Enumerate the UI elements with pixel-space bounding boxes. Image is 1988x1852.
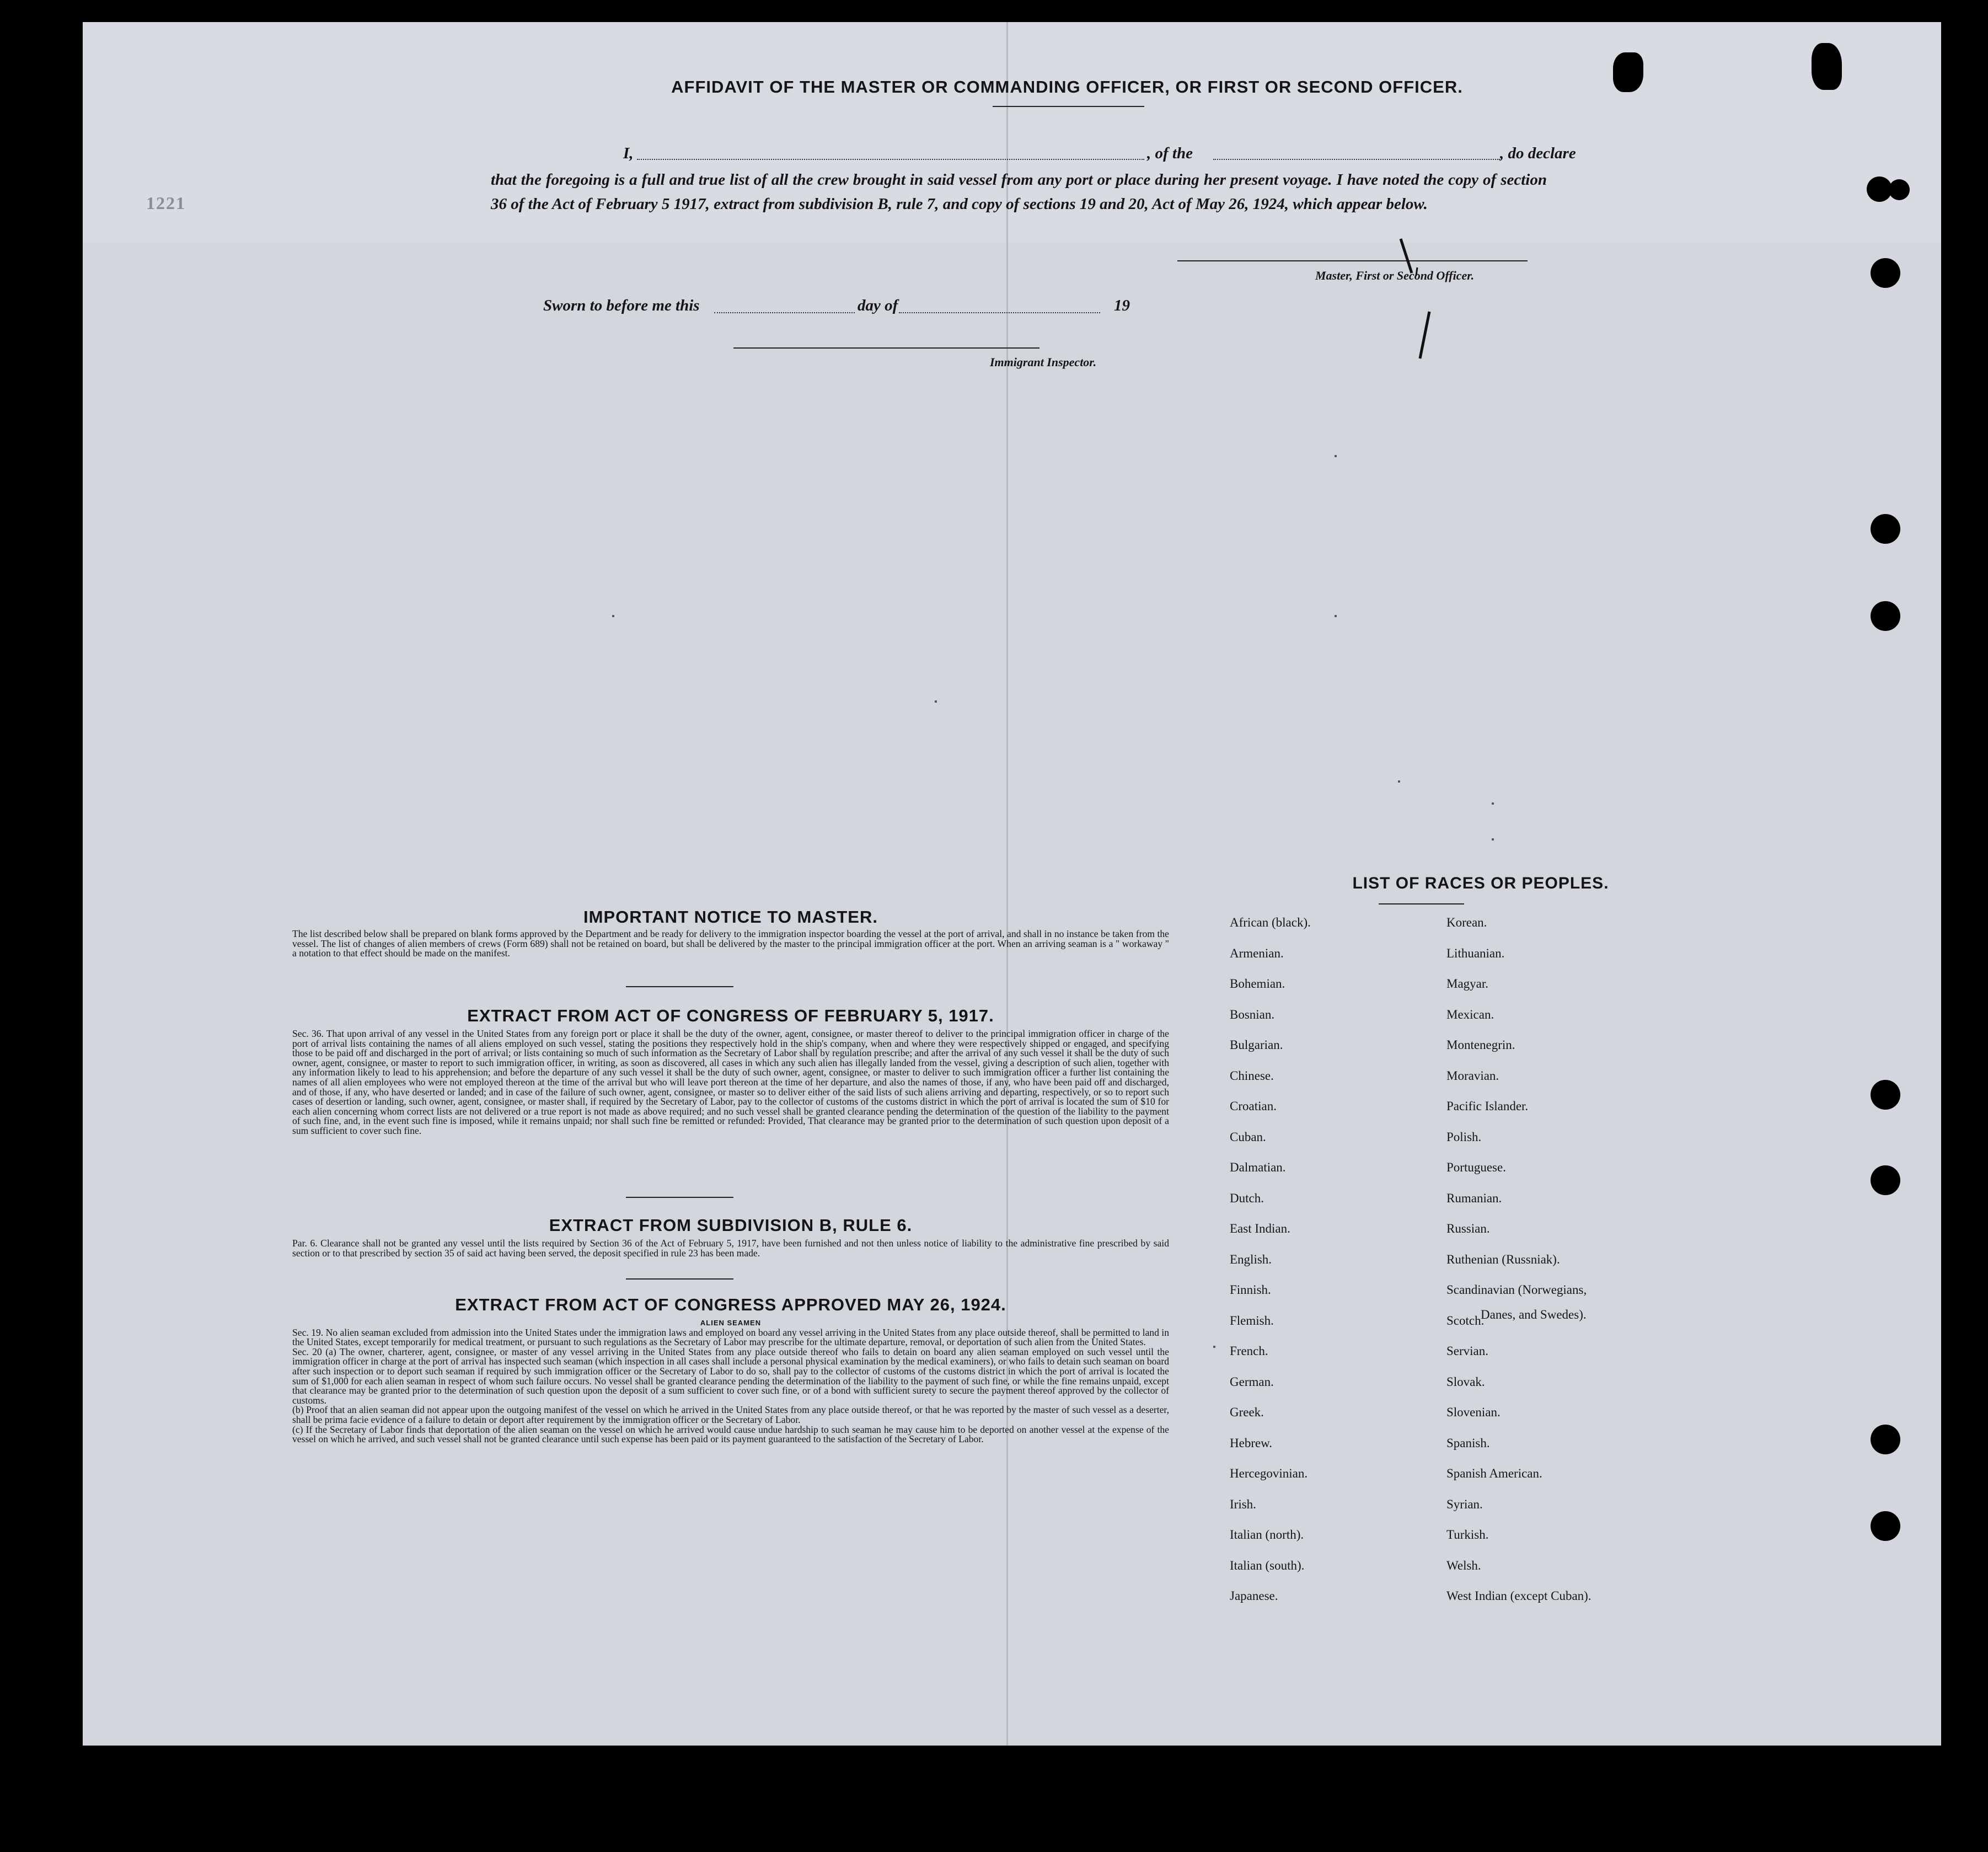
affidavit-do-declare: , do declare — [1500, 144, 1576, 162]
year-prefix: 19 — [1114, 297, 1130, 314]
race-item: Greek. — [1230, 1405, 1264, 1419]
notice-divider — [626, 986, 733, 987]
speck — [1213, 1346, 1215, 1348]
center-fold — [1006, 22, 1008, 1746]
extract-1924-body — [292, 1318, 1169, 1444]
document-page — [83, 22, 1941, 1746]
race-item: Irish. — [1230, 1497, 1256, 1511]
race-item: Pacific Islander. — [1446, 1099, 1529, 1113]
affidavit-title: AFFIDAVIT OF THE MASTER OR COMMANDING OFFICER, OR FIRST OR SECOND OFFICER. — [671, 77, 1463, 97]
race-item: Flemish. — [1230, 1313, 1274, 1328]
extract-1917-divider — [626, 1197, 733, 1198]
notice-title: IMPORTANT NOTICE TO MASTER. — [583, 907, 878, 927]
race-item: Japanese. — [1230, 1589, 1278, 1603]
race-item: Bulgarian. — [1230, 1038, 1283, 1052]
master-signature-line — [1177, 260, 1528, 261]
sworn-label: Sworn to before me this — [543, 297, 700, 314]
race-item: Syrian. — [1446, 1497, 1483, 1511]
speck — [1398, 780, 1400, 783]
race-item: Portuguese. — [1446, 1160, 1506, 1174]
notice-text: The list described below shall be prepared on blank forms approved by the Department and be ready for delivery to the immigration inspector boarding the vessel at the port of arrival, and shall in no instance be taken from the vessel. The list of changes of alien members of crews (Form 689) shall not be retained on board, but shall be delivered by the master to the principal immigration officer at the port. When an arriving seaman is a " workaway " a notation to that effect should be made on the manifest. — [292, 928, 1169, 959]
punch-hole — [1871, 258, 1900, 288]
affidavit-body: that the foregoing is a full and true list of all the crew brought in said vessel from any port or place during her present voyage. I have noted the copy of section 36 of the Act of February 5 1917, extract from subdivision B, rule 7, and copy of sections 19 and 20, Act of May 26, 1924, which appear below. — [491, 171, 1547, 213]
speck — [1335, 615, 1337, 617]
extract-rule6-text: Par. 6. Clearance shall not be granted any vessel until the lists required by Section 36 of the Act of February 5, 1917, have been furnished and not then unless notice of liability to the administrative fine prescribed by said section or to that prescribed by section 35 of said act having been served, the deposit specified in rule 23 has been made. — [292, 1238, 1169, 1259]
master-label: Master, First or Second Officer. — [1315, 269, 1475, 282]
extract-rule6-divider — [626, 1278, 733, 1280]
race-item: Croatian. — [1230, 1099, 1277, 1113]
sec20a-text: Sec. 20 (a) The owner, charterer, agent, consignee, or master of any vessel arriving in the United States from any place outside thereof who fails to detain on board any alien seaman employed on such vessel until the immigration officer in charge at the port of arrival has inspected such seaman (which inspection in all cases shall include a personal physical examination by the medical examiners), or who fails to detain such seaman on board after such inspection or to deport such seaman if required by such immigration officer or the Secretary of Labor to do so, shall pay to the collector of customs of the customs district in which the port of arrival is located the sum of $1,000 for each alien seaman in respect of whom such failure occurs. No vessel shall be granted clearance pending the determination of the liability to the payment of such fine, or while the fine remains unpaid, except that clearance may be granted prior to the determination of such question upon the deposit of a sum sufficient to cover such fine, or of a bond with sufficient surety to secure the payment thereof approved by the collector of customs. — [292, 1346, 1169, 1406]
punch-hole — [1889, 179, 1910, 200]
race-item: Polish. — [1446, 1130, 1482, 1144]
speck — [1492, 802, 1494, 805]
race-item: German. — [1230, 1374, 1274, 1389]
race-item: African (black). — [1230, 916, 1311, 929]
race-item: Armenian. — [1230, 946, 1284, 960]
title-underline — [993, 106, 1144, 107]
name-line — [637, 159, 1144, 160]
race-item: Bosnian. — [1230, 1007, 1275, 1021]
speck — [1335, 455, 1337, 457]
page-lower-tone — [83, 243, 1941, 1746]
pen-mark — [1395, 234, 1439, 361]
margin-mark: 1221 — [146, 193, 186, 213]
affidavit-i-label: I, — [623, 144, 634, 162]
races-underline — [1379, 903, 1464, 904]
race-item: Spanish American. — [1446, 1466, 1542, 1480]
race-item: Korean. — [1446, 916, 1487, 929]
race-item: Bohemian. — [1230, 977, 1285, 991]
race-item: Turkish. — [1446, 1528, 1489, 1541]
race-item: Mexican. — [1446, 1007, 1494, 1021]
race-item: Russian. — [1446, 1222, 1490, 1235]
race-item: Lithuanian. — [1446, 946, 1505, 960]
sec20c-text: (c) If the Secretary of Labor finds that deportation of the alien seaman on the vessel on which he arrived would cause undue hardship to such seaman he may cause him to be deported on another vessel at the expense of the vessel on which he arrived, and such vessel shall not be granted clearance until such expense has been paid or its payment guaranteed to the satisfaction of the Secretary of Labor. — [292, 1423, 1169, 1445]
punch-hole — [1871, 1425, 1900, 1454]
race-item: Cuban. — [1230, 1130, 1266, 1144]
race-item: Magyar. — [1446, 977, 1489, 991]
speck — [1492, 838, 1494, 841]
sec20b-text: (b) Proof that an alien seaman did not appear upon the outgoing manifest of the vessel on which he arrived in the United States from any place outside thereof, or that he was reported by the master of such vessel as a deserter, shall be prima facie evidence of a failure to detain or deport after requirement by the immigration officer or the Secretary of Labor. — [292, 1404, 1169, 1425]
punch-hole — [1871, 601, 1900, 631]
race-item: Rumanian. — [1446, 1191, 1502, 1205]
extract-1924-title: EXTRACT FROM ACT OF CONGRESS APPROVED MAY 26, 1924. — [455, 1295, 1006, 1314]
race-item: Montenegrin. — [1446, 1038, 1515, 1052]
race-item: Dutch. — [1230, 1191, 1264, 1205]
sec19-text: Sec. 19. No alien seaman excluded from admission into the United States under the immigration laws and employed on board any vessel arriving in the United States from any place outside thereof, shall be permitted to land in the United States, except temporarily for medical treatment, or pursuant to such regulations as the Secretary of Labor may prescribe for the ultimate departure, removal, or deportation of such alien from the United States. — [292, 1326, 1169, 1348]
race-item: Dalmatian. — [1230, 1160, 1286, 1174]
race-item: Italian (north). — [1230, 1528, 1304, 1541]
race-item: Scotch. — [1446, 1313, 1485, 1328]
corner-tear — [1812, 43, 1842, 90]
speck — [612, 615, 614, 617]
extract-1917-text: Sec. 36. That upon arrival of any vessel in the United States from any foreign port or place it shall be the duty of the owner, agent, consignee, or master thereof to deliver to the principal immigration officer in charge of the port of arrival lists containing the names of all aliens employed on such vessel, stating the positions they respectively hold in the ship's company, when and where they were respectively shipped or engaged, and specifying those to be paid off and discharged in the port of arrival; or lists containing so much of such information as the Secretary of Labor shall by regulation prescribe; and after the arrival of any such vessel it shall be the duty of such owner, agent, consignee, or master to report to such immigration officer, in writing, as soon as discovered, all cases in which any such alien has illegally landed from the vessel, giving a description of such alien, together with any information likely to lead to his apprehension; and before the departure of any such vessel it shall be the duty of such owner, agent, consignee, or master to deliver to such immigration officer a further list containing the names of all alien employees who were not employed thereon at the time of the arrival but who will leave port thereon at the time of her departure, and also the names of those, if any, who have been paid off and discharged, and of those, if any, who have deserted or landed; and in case of the failure of such owner, agent, consignee, or master so to deliver either of the said lists of such aliens arriving and departing, respectively, or so to report such cases of desertion or landing, such owner, agent, consignee, or master shall, if required by the Secretary of Labor, pay to the collector of customs of the customs district in which the port of arrival is located the sum of $10 for each alien concerning whom correct lists are not delivered or a true report is not made as above required; and no such vessel shall be granted clearance pending the determination of the question of the liability to the payment of such fine, and, in the event such fine is imposed, while it remains unpaid; nor shall such fine be remitted or refunded: Provided, That clearance may be granted prior to the determination of such question upon deposit of a sum sufficient to cover such fine. — [292, 1028, 1169, 1136]
race-item: Scandinavian (Norwegians, — [1446, 1283, 1587, 1297]
punch-hole — [1871, 1165, 1900, 1195]
inspector-signature-line — [733, 347, 1039, 349]
race-item: Moravian. — [1446, 1068, 1499, 1083]
punch-hole — [1871, 1511, 1900, 1541]
race-item: Slovak. — [1446, 1374, 1485, 1389]
race-item: Welsh. — [1446, 1558, 1481, 1572]
punch-hole — [1871, 514, 1900, 544]
race-item: Spanish. — [1446, 1436, 1490, 1450]
races-title: LIST OF RACES OR PEOPLES. — [1352, 874, 1609, 892]
race-item: Slovenian. — [1446, 1405, 1501, 1419]
race-item: English. — [1230, 1252, 1272, 1266]
race-item: Ruthenian (Russniak). — [1446, 1252, 1560, 1266]
extract-1917-title: EXTRACT FROM ACT OF CONGRESS OF FEBRUARY 5, 1917. — [467, 1006, 994, 1025]
race-item: East Indian. — [1230, 1222, 1290, 1235]
race-item: Italian (south). — [1230, 1558, 1305, 1572]
race-item: Hercegovinian. — [1230, 1466, 1308, 1480]
race-item: Finnish. — [1230, 1283, 1271, 1297]
day-of-label: day of — [858, 297, 898, 314]
affidavit-of-the: , of the — [1147, 144, 1193, 162]
vessel-line — [1213, 159, 1500, 160]
alien-seamen-subtitle: ALIEN SEAMEN — [700, 1319, 762, 1327]
speck — [935, 700, 937, 703]
sworn-month-line — [899, 312, 1100, 313]
race-item: French. — [1230, 1344, 1268, 1358]
sworn-day-line — [714, 312, 855, 313]
extract-rule6-title: EXTRACT FROM SUBDIVISION B, RULE 6. — [549, 1216, 913, 1235]
race-item: West Indian (except Cuban). — [1446, 1589, 1592, 1603]
inspector-label: Immigrant Inspector. — [990, 355, 1097, 369]
race-scandinavian-cont: Danes, and Swedes). — [1481, 1308, 1587, 1321]
corner-tear — [1613, 52, 1643, 92]
race-item: Hebrew. — [1230, 1436, 1273, 1450]
race-item: Servian. — [1446, 1344, 1489, 1358]
punch-hole — [1871, 1080, 1900, 1110]
race-item: Chinese. — [1230, 1068, 1274, 1083]
